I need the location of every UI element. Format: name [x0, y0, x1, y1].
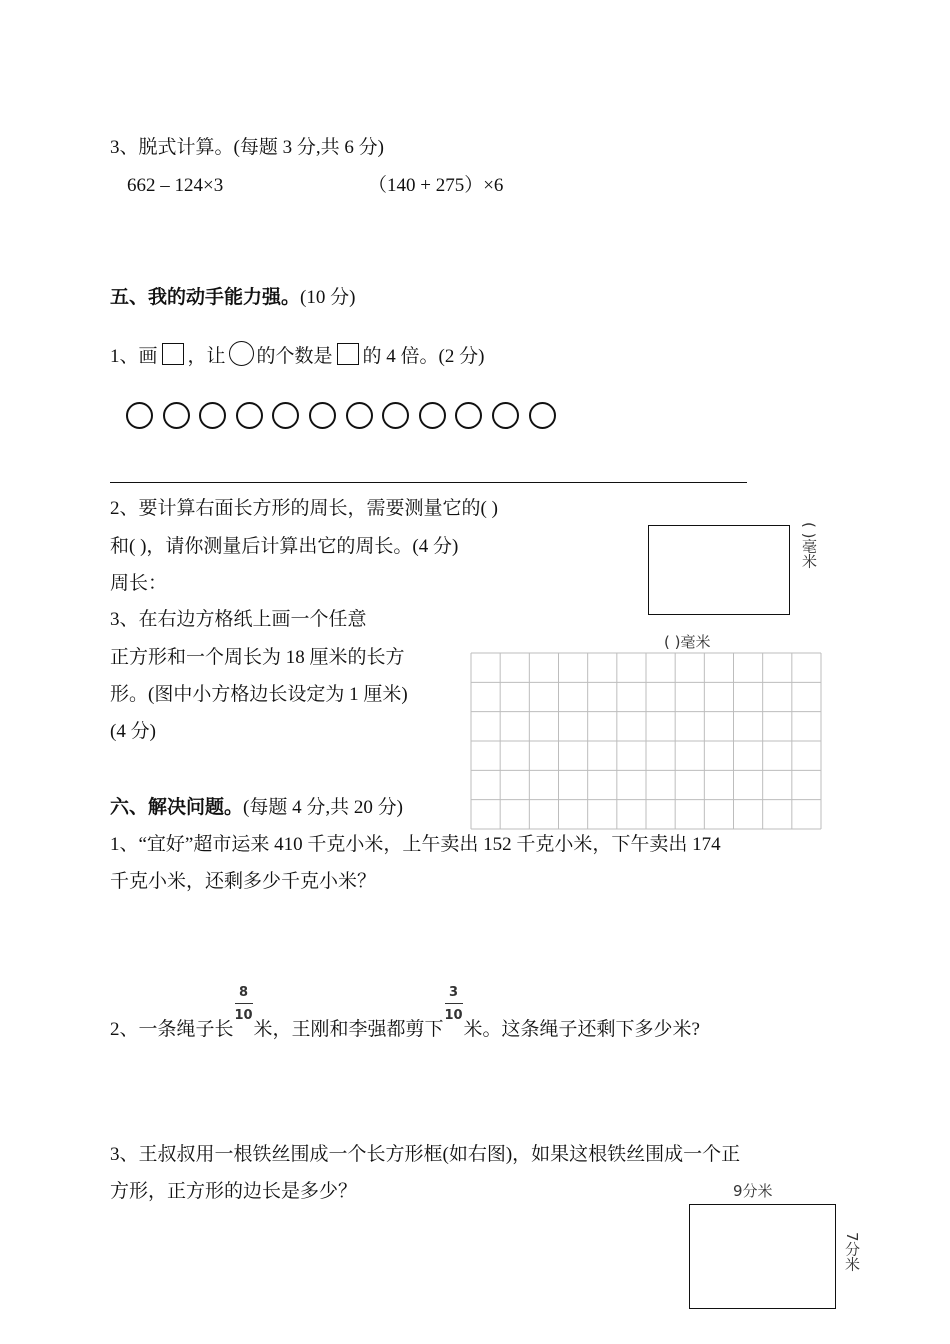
calc-expression-1: 662 – 124×3: [127, 175, 224, 196]
grid-paper[interactable]: [470, 652, 822, 830]
q1-text-d: 的 4 倍。(2 分): [362, 346, 485, 367]
section6-score: (每题 4 分,共 20 分): [243, 797, 403, 818]
q3-line-1: 3、在右边方格纸上画一个任意: [110, 609, 367, 630]
wire-frame-rectangle: [689, 1204, 836, 1309]
section6-title: 六、解决问题。: [110, 797, 244, 818]
fraction-denominator: 10: [444, 1008, 463, 1023]
q2-line-1: 2、要计算右面长方形的周长，需要测量它的( ): [110, 498, 498, 519]
p1-line-1: 1、“宜好”超市运来 410 千克小米，上午卖出 152 千克小米，下午卖出 174: [110, 834, 721, 855]
circle-icon: [529, 402, 556, 429]
q1-text-b: ，让: [187, 346, 226, 367]
p1-line-2: 千克小米，还剩多少千克小米？: [110, 871, 377, 892]
square-icon: [337, 343, 359, 365]
p2-text-a: 2、一条绳子长: [110, 1019, 234, 1040]
fraction-numerator: 3: [449, 985, 459, 1000]
wire-frame-side-label: 7分米: [843, 1232, 861, 1272]
calc-heading: 3、脱式计算。(每题 3 分,共 6 分): [110, 137, 384, 158]
measure-rectangle: [648, 525, 790, 615]
fraction-denominator: 10: [234, 1008, 253, 1023]
answer-line[interactable]: [110, 482, 747, 483]
q1-instruction: [110, 341, 484, 369]
circle-icon: [126, 402, 153, 429]
p2-text-c: 米。这条绳子还剩下多少米?: [463, 1019, 700, 1040]
q3-line-4: (4 分): [110, 721, 156, 742]
square-icon: [162, 343, 184, 365]
q1-text-a: 1、画: [110, 346, 158, 367]
circle-icon: [419, 402, 446, 429]
circle-icon: [236, 402, 263, 429]
section6-heading: [110, 796, 403, 820]
q2-perimeter-label: 周长：: [110, 573, 168, 594]
circle-icon: [163, 402, 190, 429]
circle-icon: [309, 402, 336, 429]
q3-line-2: 正方形和一个周长为 18 厘米的长方: [110, 647, 405, 668]
circle-icon: [346, 402, 373, 429]
calc-expression-2: （140 + 275）×6: [368, 175, 504, 196]
wire-frame-top-label: 9分米: [733, 1182, 773, 1200]
section5-score: (10 分): [300, 287, 356, 308]
fraction-three-tenths: [444, 985, 464, 1035]
measure-label-horizontal: ( )毫米: [664, 633, 711, 651]
circle-icon: [199, 402, 226, 429]
circle-icon: [229, 341, 254, 366]
section5-title: 五、我的动手能力强。: [110, 287, 301, 308]
q2-line-2: 和( )，请你测量后计算出它的周长。(4 分): [110, 536, 459, 557]
section5-heading: [110, 286, 355, 310]
fraction-eight-tenths: [234, 985, 254, 1035]
measure-label-vertical: ( )毫米: [800, 522, 818, 569]
circle-icon: [272, 402, 299, 429]
p3-line-1: 3、王叔叔用一根铁丝围成一个长方形框(如右图)，如果这根铁丝围成一个正: [110, 1144, 741, 1165]
p3-line-2: 方形，正方形的边长是多少？: [110, 1181, 358, 1202]
p2-line: [110, 985, 700, 1042]
q1-text-c: 的个数是: [256, 346, 333, 367]
q3-line-3: 形。(图中小方格边长设定为 1 厘米): [110, 684, 408, 705]
fraction-numerator: 8: [238, 985, 249, 1000]
circle-icon: [492, 402, 519, 429]
p2-text-b: 米，王刚和李强都剪下: [253, 1019, 444, 1040]
circle-icon: [382, 402, 409, 429]
circle-row: [126, 402, 565, 435]
circle-icon: [455, 402, 482, 429]
